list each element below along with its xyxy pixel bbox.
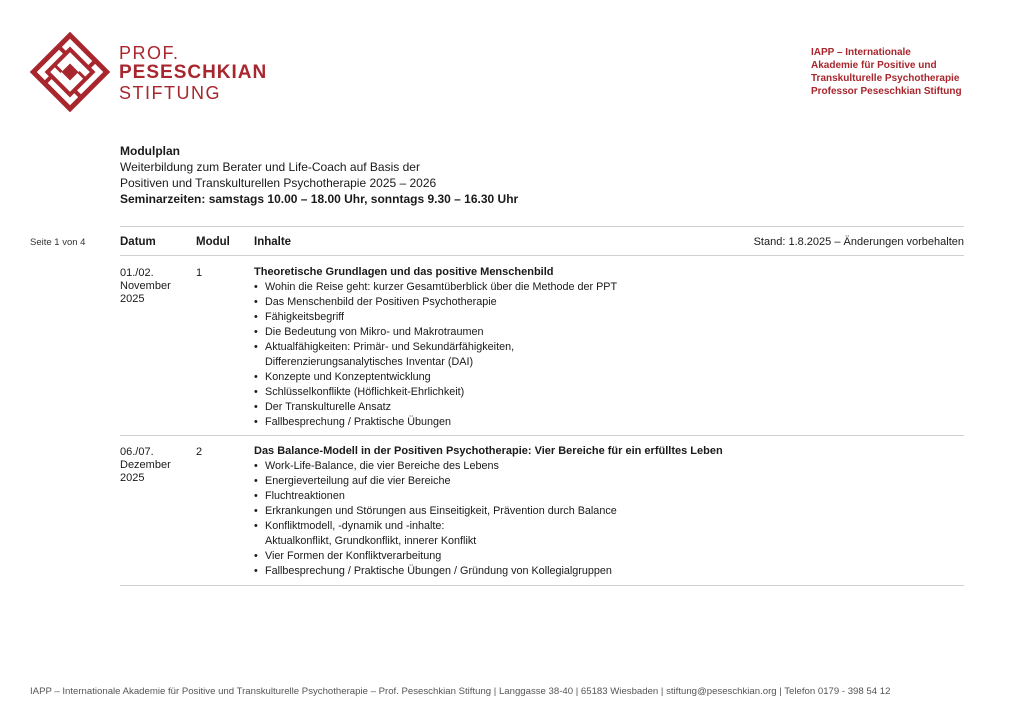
date-line: 01./02. — [120, 267, 154, 279]
date-line: 06./07. — [120, 446, 154, 458]
topic-item: • Aktualfähigkeiten: Primär- und Sekundärfähigkeiten, Differenzierungsanalytisches Inventar (DAI) — [254, 340, 954, 370]
module-content — [254, 444, 954, 579]
topic-item: • Fluchtreaktionen — [254, 489, 954, 504]
seminar-times: Seminarzeiten: samstags 10.00 – 18.00 Uhr, sonntags 9.30 – 16.30 Uhr — [120, 192, 519, 206]
brand-wordmark — [119, 44, 267, 102]
date-line: 2025 — [120, 293, 145, 305]
module-content — [254, 265, 954, 430]
topic-item: • Konzepte und Konzeptentwicklung — [254, 370, 954, 385]
date-line: Dezember — [120, 459, 171, 471]
brand-line-3: STIFTUNG — [119, 83, 221, 103]
date-line: 2025 — [120, 472, 145, 484]
divider — [120, 435, 964, 436]
module-number: 1 — [196, 267, 203, 279]
topic-item: • Der Transkulturelle Ansatz — [254, 400, 954, 415]
topic-item: • Die Bedeutung von Mikro- und Makrotraumen — [254, 325, 954, 340]
brand-line-1: PROF. — [119, 43, 180, 63]
topic-item: • Fallbesprechung / Praktische Übungen / Gründung von Kollegialgruppen — [254, 564, 954, 579]
date-line: November — [120, 280, 171, 292]
topic-item: • Fähigkeitsbegriff — [254, 310, 954, 325]
module-title: Das Balance-Modell in der Positiven Psychotherapie: Vier Bereiche für ein erfülltes Leben — [254, 445, 723, 457]
page-title: Modulplan — [120, 144, 180, 158]
page-number: Seite 1 von 4 — [30, 237, 86, 248]
divider — [120, 255, 964, 256]
topic-item: • Das Menschenbild der Positiven Psychotherapie — [254, 295, 954, 310]
topic-item: • Energieverteilung auf die vier Bereiche — [254, 474, 954, 489]
brand-line-2: PESESCHKIAN — [119, 62, 268, 83]
academy-line: Akademie für Positive und — [811, 60, 937, 71]
heading-line-1: Weiterbildung zum Berater und Life-Coach auf Basis der — [120, 160, 420, 174]
column-header-content: Inhalte — [254, 236, 292, 248]
module-date — [120, 267, 190, 306]
academy-line: Transkulturelle Psychotherapie — [811, 73, 960, 84]
topic-item: • Vier Formen der Konfliktverarbeitung — [254, 549, 954, 564]
module-number: 2 — [196, 446, 203, 458]
academy-line: Professor Peseschkian Stiftung — [811, 86, 962, 97]
module-title: Theoretische Grundlagen und das positive Menschenbild — [254, 266, 554, 278]
topic-list — [254, 280, 954, 430]
module-date — [120, 446, 190, 485]
divider — [120, 585, 964, 586]
divider — [120, 226, 964, 227]
academy-name — [811, 46, 962, 98]
topic-item: • Work-Life-Balance, die vier Bereiche des Lebens — [254, 459, 954, 474]
topic-item: • Fallbesprechung / Praktische Übungen — [254, 415, 954, 430]
revision-status: Stand: 1.8.2025 – Änderungen vorbehalten — [753, 236, 964, 248]
topic-list — [254, 459, 954, 579]
column-header-date: Datum — [120, 236, 156, 248]
heading-line-2: Positiven und Transkulturellen Psychotherapie 2025 – 2026 — [120, 176, 437, 190]
column-header-module: Modul — [196, 236, 230, 248]
document-heading — [120, 143, 518, 207]
academy-line: IAPP – Internationale — [811, 47, 911, 58]
topic-item: • Erkrankungen und Störungen aus Einseitigkeit, Prävention durch Balance — [254, 504, 954, 519]
topic-item: • Konfliktmodell, -dynamik und -inhalte: Aktualkonflikt, Grundkonflikt, innerer Konflikt — [254, 519, 954, 549]
foundation-logo-icon — [30, 32, 110, 112]
topic-item: • Wohin die Reise geht: kurzer Gesamtüberblick über die Methode der PPT — [254, 280, 954, 295]
topic-item: • Schlüsselkonflikte (Höflichkeit-Ehrlichkeit) — [254, 385, 954, 400]
footer-contact: IAPP – Internationale Akademie für Positive und Transkulturelle Psychotherapie – Prof. Peseschkian Stiftung | Langgasse 38-40 | 65183 Wiesbaden | stiftung@peseschkian.org | Telefon 0179 - 398 54 12 — [30, 686, 891, 697]
